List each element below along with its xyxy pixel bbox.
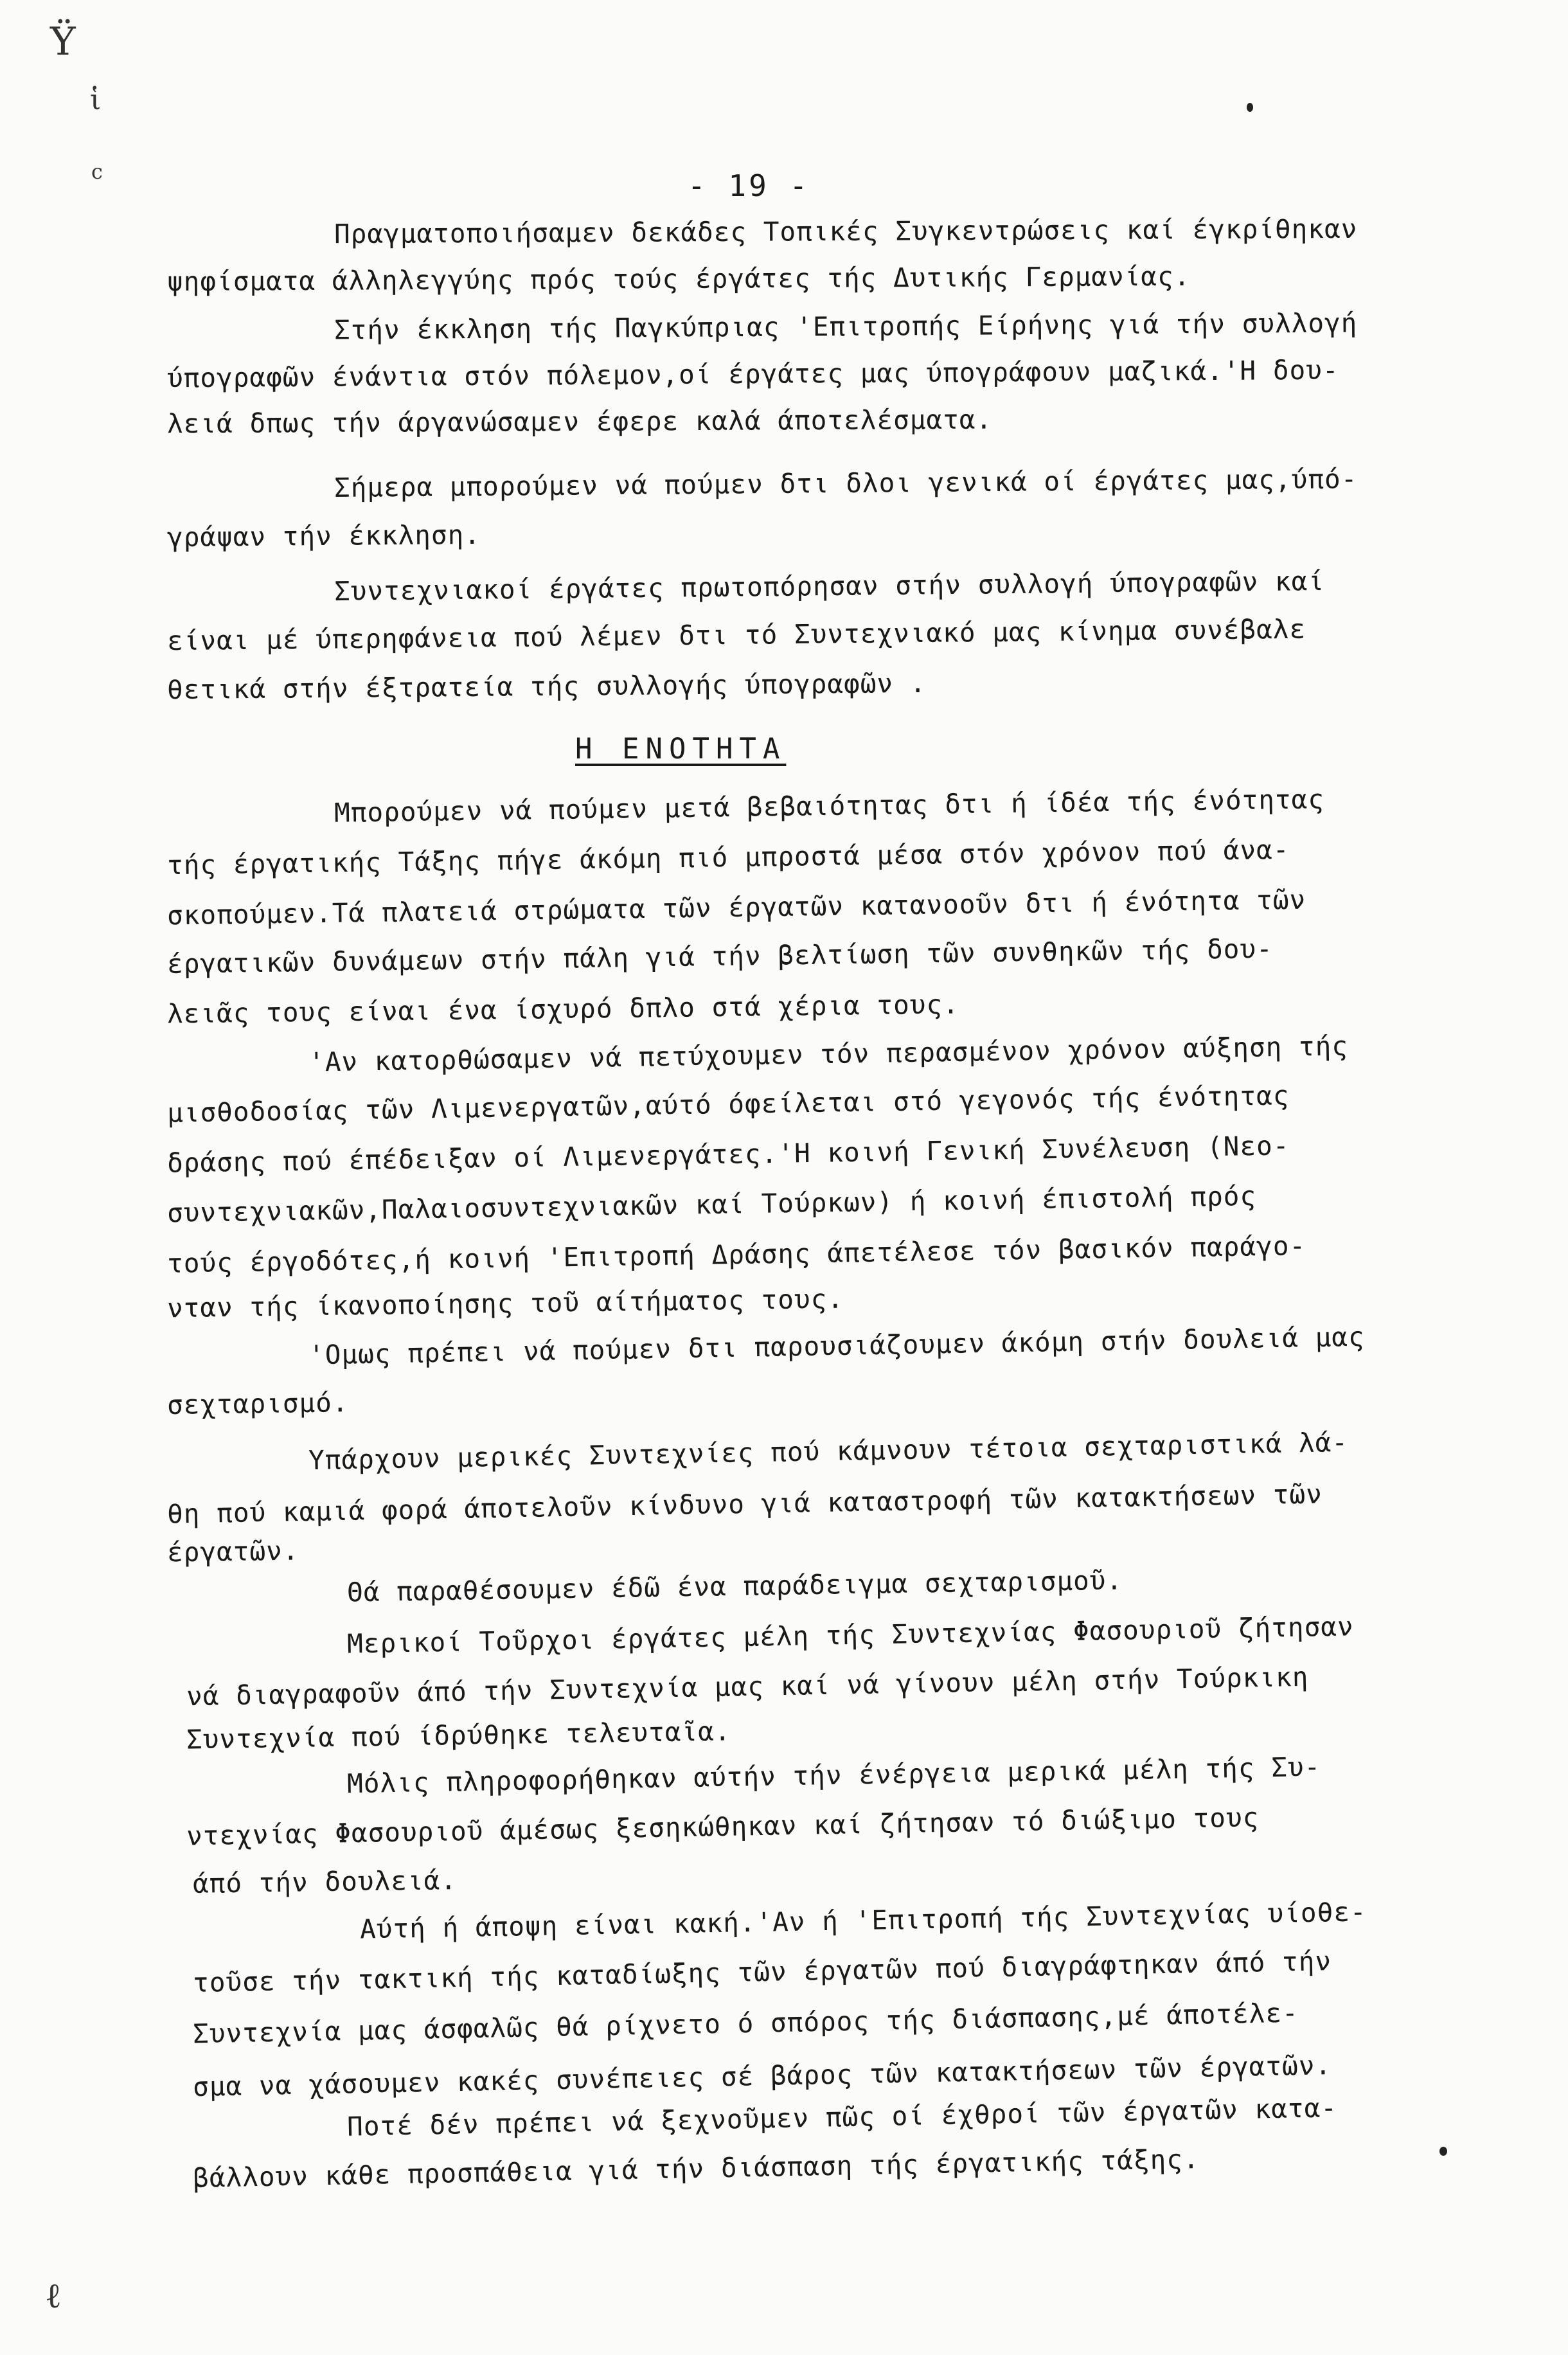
- ink-dot: [1439, 2147, 1447, 2156]
- text-line: έργατικῶν δυνάμεων στήν πάλη γιά τήν βελτίωση τῶν συνθηκῶν τής δου-: [166, 933, 1274, 980]
- text-line: σμα να χάσουμεν κακές συνέπειες σέ βάρος τῶν κατακτήσεων τῶν έργατῶν.: [192, 2049, 1332, 2103]
- text-line: τής έργατικής Τάξης πήγε άκόμη πιό μπροστά μέσα στόν χρόνον πού άνα-: [166, 834, 1290, 881]
- text-line: Ποτέ δέν πρέπει νά ξεχνοῦμεν πῶς οί έχθροί τῶν έργατῶν κατα-: [346, 2092, 1338, 2142]
- text-line: έργατῶν.: [166, 1535, 299, 1568]
- text-line: μισθοδοσίας τῶν Λιμενεργατῶν,αύτό όφείλεται στό γεγονός τής ένότητας: [166, 1080, 1290, 1129]
- text-line: ψηφίσματα άλληλεγγύης πρός τούς έργάτες τής Δυτικής Γερμανίας.: [166, 260, 1191, 298]
- text-line: είναι μέ ύπερηφάνεια πού λέμεν δτι τό Συντεχνιακό μας κίνημα συνέβαλε: [166, 613, 1306, 657]
- text-line: ντεχνίας Φασουριοῦ άμέσως ξεσηκώθηκαν καί ζήτησαν τό διώξιμο τους: [186, 1802, 1260, 1852]
- text-line: Συντεχνία πού ίδρύθηκε τελευταῖα.: [186, 1715, 731, 1755]
- text-line: Μερικοί Τοῦρχοι έργάτες μέλη τής Συντεχνίας Φασουριοῦ ζήτησαν: [346, 1611, 1355, 1660]
- margin-punch-mark: c: [91, 159, 103, 184]
- text-line: γράψαν τήν έκκληση.: [166, 519, 481, 553]
- text-line: νά διαγραφοῦν άπό τήν Συντεχνία μας καί νά γίνουν μέλη στήν Τούρκικη: [186, 1661, 1309, 1712]
- text-line: Υπάρχουν μερικές Συντεχνίες πού κάμνουν τέτοια σεχταριστικά λά-: [308, 1426, 1349, 1476]
- margin-punch-mark: ἱ: [90, 84, 102, 116]
- text-line: θη πού καμιά φορά άποτελοῦν κίνδυνο γιά καταστροφή τῶν κατακτήσεων τῶν: [166, 1478, 1323, 1530]
- margin-scribble: Ϋ: [50, 19, 76, 64]
- text-line: Σήμερα μπορούμεν νά πούμεν δτι δλοι γενικά οί έργάτες μας,ύπό-: [334, 463, 1358, 503]
- text-line: ύπογραφῶν ένάντια στόν πόλεμον,οί έργάτες μας ύπογράφουν μαζικά.'Η δου-: [166, 354, 1339, 394]
- text-line: 'Ομως πρέπει νά πούμεν δτι παρουσιάζουμεν άκόμη στήν δουλειά μας: [308, 1321, 1366, 1371]
- text-line: λειά δπως τήν άργανώσαμεν έφερε καλά άποτελέσματα.: [166, 404, 993, 440]
- text-line: σκοπούμεν.Τά πλατειά στρώματα τῶν έργατῶν κατανοοῦν δτι ή ένότητα τῶν: [166, 884, 1306, 931]
- text-line: Αύτή ή άποψη είναι κακή.'Αν ή 'Επιτροπή τής Συντεχνίας υίοθε-: [359, 1896, 1368, 1945]
- text-line: δράσης πού έπέδειξαν οί Λιμενεργάτες.'Η κοινή Γενική Συνέλευση (Νεο-: [166, 1130, 1290, 1179]
- text-line: θετικά στήν έξτρατεία τής συλλογής ύπογραφῶν .: [166, 667, 927, 706]
- text-line: τούς έργοδότες,ή κοινή 'Επιτροπή Δράσης άπετέλεσε τόν βασικόν παράγο-: [166, 1230, 1306, 1279]
- text-line: Μπορούμεν νά πούμεν μετά βεβαιότητας δτι ή ίδέα τής ένότητας: [334, 784, 1325, 828]
- page-number: - 19 -: [688, 168, 810, 203]
- text-line: Στήν έκκληση τής Παγκύπριας 'Επιτροπής Είρήνης γιά τήν συλλογή: [334, 307, 1358, 346]
- text-line: 'Αν κατορθώσαμεν νά πετύχουμεν τόν περασμένον χρόνον αύξηση τής: [308, 1030, 1349, 1078]
- text-line: Μόλις πληροφορήθηκαν αύτήν τήν ένέργεια μερικά μέλη τής Συ-: [346, 1751, 1321, 1800]
- ink-dot: [1247, 103, 1253, 112]
- text-line: Πραγματοποιήσαμεν δεκάδες Τοπικές Συγκεντρώσεις καί έγκρίθηκαν: [334, 213, 1358, 250]
- text-line: Θά παραθέσουμεν έδῶ ένα παράδειγμα σεχταρισμοῦ.: [346, 1564, 1123, 1608]
- text-line: Συντεχνιακοί έργάτες πρωτοπόρησαν στήν συλλογή ύπογραφῶν καί: [334, 565, 1325, 607]
- text-line: Συντεχνία μας άσφαλῶς θά ρίχνετο ό σπόρος τής διάσπασης,μέ άποτέλε-: [192, 1997, 1299, 2050]
- text-line: νταν τής ίκανοποίησης τοῦ αίτήματος τους.: [166, 1283, 844, 1324]
- text-line: σεχταρισμό.: [166, 1387, 349, 1420]
- text-line: βάλλουν κάθε προσπάθεια γιά τήν διάσπαση τής έργατικής τάξης.: [192, 2143, 1200, 2194]
- margin-scribble: ℓ: [45, 2275, 62, 2316]
- text-line: συντεχνιακῶν,Παλαιοσυντεχνιακῶν καί Τούρκων) ή κοινή έπιστολή πρός: [166, 1180, 1257, 1229]
- text-line: άπό τήν δουλειά.: [192, 1865, 458, 1899]
- text-line: λειᾶς τους είναι ένα ίσχυρό δπλο στά χέρια τους.: [166, 989, 960, 1030]
- section-heading: Η ΕΝΟΤΗΤΑ: [575, 733, 787, 766]
- text-line: τοῦσε τήν τακτική τής καταδίωξης τῶν έργατῶν πού διαγράφτηκαν άπό τήν: [192, 1945, 1332, 1999]
